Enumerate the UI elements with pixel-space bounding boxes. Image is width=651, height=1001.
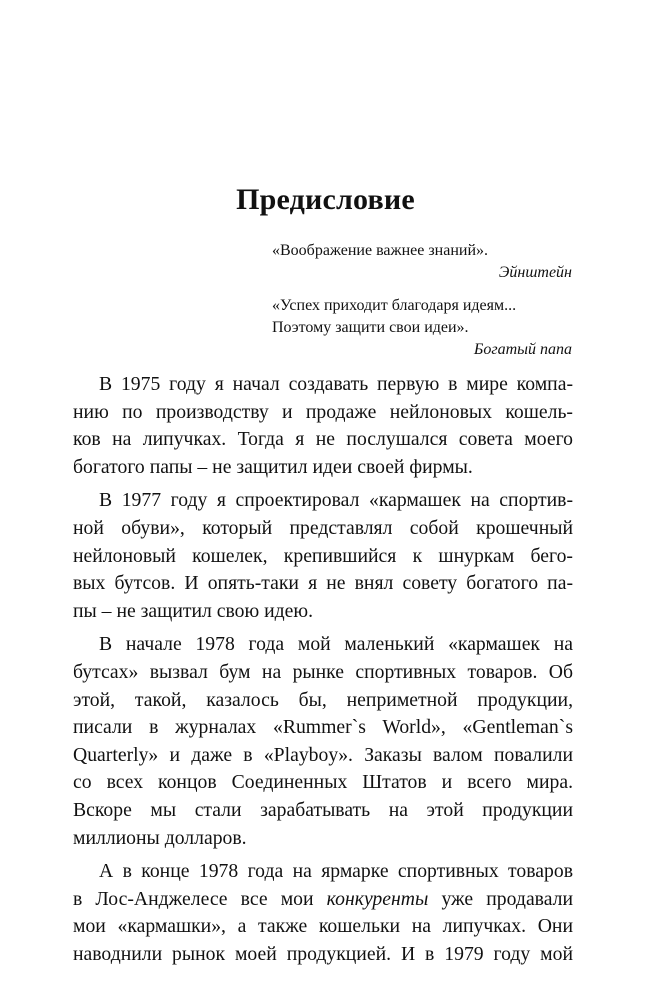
text-line: А в конце 1978 года на ярмарке спортивных товаров <box>99 860 573 883</box>
text-line <box>73 886 573 914</box>
paragraph-1 <box>73 371 573 481</box>
text-fragment: в Лос-Анджелесе все мои <box>73 887 327 910</box>
epigraph-2 <box>272 295 572 361</box>
body-text <box>73 371 573 968</box>
text-line: ной обуви», который представлял собой крошечный <box>73 516 573 539</box>
epigraph-quote-line: «Воображение важнее знаний». <box>272 242 489 259</box>
text-line: бутсах» вызвал бум на рынке спортивных товаров. Об <box>73 660 573 683</box>
text-line: со всех концов Соединенных Штатов и всего мира. <box>73 771 573 794</box>
text-line: богатого папы – не защитил идеи своей фирмы. <box>73 455 473 478</box>
text-line: этой, такой, казалось бы, неприметной продукции, <box>73 688 573 711</box>
text-line: Quarterly» и даже в «Playboy». Заказы валом повалили <box>73 743 573 766</box>
text-line: нейлоновый кошелек, крепившийся к шнуркам бего- <box>73 544 573 567</box>
text-line: пы – не защитил свою идею. <box>73 599 314 622</box>
epigraph-author: Эйнштейн <box>498 264 572 281</box>
text-line: нию по производству и продаже нейлоновых кошель- <box>73 400 573 423</box>
paragraph-4 <box>73 858 573 968</box>
text-line: миллионы долларов. <box>73 826 247 849</box>
paragraph-2 <box>73 487 573 625</box>
text-line: В 1977 году я спроектировал «кармашек на спортив- <box>99 489 573 512</box>
text-line: писали в журналах «Rummer`s World», «Gentleman`s <box>73 716 573 739</box>
epigraph-quote-line: Поэтому защити свои идеи». <box>272 319 469 336</box>
epigraph-author: Богатый папа <box>473 341 572 358</box>
text-line: Вскоре мы стали зарабатывать на этой продукции <box>73 798 573 821</box>
epigraph-quote-line: «Успех приходит благодаря идеям... <box>272 297 517 314</box>
text-line: В начале 1978 года мой маленький «кармашек на <box>99 633 573 656</box>
text-line: ков на липучках. Тогда я не послушался совета моего <box>73 428 573 451</box>
text-line: В 1975 году я начал создавать первую в мире компа- <box>99 373 573 395</box>
paragraph-3 <box>73 631 573 852</box>
text-line: наводнили рынок моей продукцией. И в 1979 году мой <box>73 942 573 965</box>
text-fragment: уже продавали <box>428 887 573 910</box>
epigraph-1 <box>272 240 572 284</box>
page-title: Предисловие <box>236 183 415 216</box>
text-line: мои «кармашки», а также кошельки на липучках. Они <box>73 915 573 938</box>
text-line: вых бутсов. И опять-таки я не внял совету богатого па- <box>73 572 573 595</box>
emphasized-word: конкуренты <box>326 887 429 910</box>
